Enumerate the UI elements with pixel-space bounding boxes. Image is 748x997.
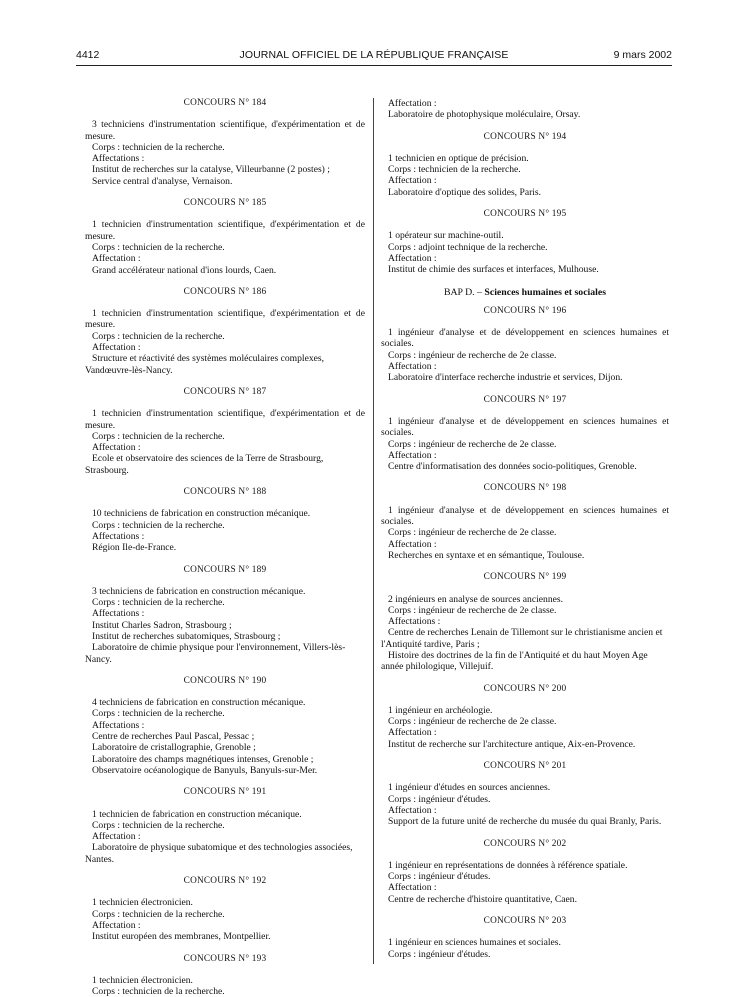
bap-title: Sciences humaines et sociales (484, 286, 607, 298)
concours-line: Corps : technicien de la recherche. (92, 141, 225, 153)
concours-line: Laboratoire de cristallographie, Grenoble ; (92, 742, 256, 754)
concours-block (85, 487, 365, 564)
concours-title: CONCOURS N° 191 (183, 787, 267, 798)
block-spacer (381, 905, 669, 916)
concours-title: CONCOURS N° 203 (483, 916, 567, 927)
concours-title: CONCOURS N° 199 (483, 572, 567, 583)
concours-title: CONCOURS N° 184 (183, 98, 267, 108)
concours-title: CONCOURS N° 196 (483, 305, 567, 316)
block-spacer (85, 476, 365, 487)
concours-line: Affectations : (92, 608, 145, 620)
page-header (0, 49, 748, 65)
concours-intro: 1 ingénieur d'analyse et de développement en sciences humaines et sociales. (381, 327, 669, 350)
concours-line: Corps : technicien de la recherche. (92, 519, 225, 531)
bap-prefix: BAP D. – (443, 286, 482, 298)
concours-line: Structure et réactivité des systèmes moléculaires complexes, Vandœuvre-lès-Nancy. (85, 353, 325, 376)
concours-title: CONCOURS N° 198 (483, 483, 567, 494)
concours-line: Affectations : (92, 719, 145, 731)
concours-line: Affectation : (388, 175, 437, 187)
block-spacer (85, 276, 365, 287)
concours-line: Affectations : (92, 530, 145, 542)
concours-line: Affectation : (92, 253, 141, 265)
block-spacer (85, 376, 365, 387)
concours-line: Corps : technicien de la recherche. (92, 708, 225, 720)
concours-line: Corps : technicien de la recherche. (92, 819, 225, 831)
concours-block (381, 761, 669, 838)
block-spacer (381, 384, 669, 395)
concours-line: Institut européen des membranes, Montpellier. (92, 931, 271, 943)
block-spacer (85, 776, 365, 787)
blocks-after-bap (381, 306, 669, 960)
block-spacer (381, 198, 669, 209)
column-divider (373, 98, 374, 964)
concours-line: Support de la future unité de recherche du musée du quai Branly, Paris. (388, 816, 662, 828)
concours-line: Institut de chimie des surfaces et interfaces, Mulhouse. (388, 264, 599, 276)
page-number: 4412 (76, 49, 100, 61)
concours-block (381, 132, 669, 209)
concours-title: CONCOURS N° 190 (183, 675, 267, 686)
concours-line: Laboratoire d'optique des solides, Paris. (388, 186, 542, 198)
block-spacer (381, 472, 669, 483)
concours-intro: 1 technicien électronicien. (92, 897, 193, 909)
concours-line: Affectation : (388, 361, 437, 373)
block-spacer (381, 276, 669, 287)
concours-block (381, 684, 669, 761)
concours-intro: 1 technicien de fabrication en construction mécanique. (92, 808, 302, 820)
concours-block (85, 676, 365, 787)
bap-heading (381, 287, 669, 298)
concours-block (381, 572, 669, 683)
concours-line: Affectation : (92, 442, 141, 454)
concours-line: Institut de recherches sur la catalyse, Villeurbanne (2 postes) ; (92, 164, 330, 176)
concours-line: Corps : ingénieur d'études. (388, 793, 491, 805)
concours-line: Corps : ingénieur d'études. (388, 948, 491, 960)
concours-block (381, 483, 669, 572)
concours-line: Laboratoire de physique subatomique et des technologies associées, Nantes. (85, 842, 353, 865)
concours-line: Centre d'informatisation des données socio-politiques, Grenoble. (388, 461, 637, 473)
concours-intro: 3 techniciens d'instrumentation scientifique, d'expérimentation et de mesure. (85, 119, 365, 142)
concours-line: Affectation : (388, 252, 437, 264)
block-spacer (85, 554, 365, 565)
concours-title: CONCOURS N° 194 (483, 131, 567, 142)
block-spacer (381, 561, 669, 572)
concours-line: Institut de recherches subatomiques, Strasbourg ; (92, 630, 281, 642)
concours-line: Affectation : (92, 831, 141, 843)
concours-intro: 4 techniciens de fabrication en construction mécanique. (92, 697, 306, 709)
concours-intro: 1 ingénieur d'études en sources anciennes. (388, 782, 551, 794)
concours-line: Corps : ingénieur de recherche de 2e classe. (388, 438, 557, 450)
concours-intro: 1 opérateur sur machine-outil. (388, 230, 504, 242)
continuation-line: Affectation : (388, 98, 437, 109)
concours-intro: 1 technicien électronicien. (92, 974, 193, 986)
concours-title: CONCOURS N° 201 (483, 761, 567, 772)
block-spacer (381, 828, 669, 839)
header-rule (76, 65, 672, 66)
continuation-block (381, 98, 669, 132)
concours-block (85, 98, 365, 198)
concours-line: Corps : technicien de la recherche. (92, 330, 225, 342)
concours-block (381, 916, 669, 960)
concours-line: Centre de recherches Lenain de Tillemont sur le christianisme ancien et l'Antiquité tardive, Paris ; (381, 627, 663, 650)
concours-title: CONCOURS N° 185 (183, 198, 267, 209)
concours-line: Corps : adjoint technique de la recherche. (388, 241, 548, 253)
concours-title: CONCOURS N° 187 (183, 386, 267, 397)
concours-intro: 2 ingénieurs en analyse de sources anciennes. (388, 593, 564, 605)
concours-line: Corps : technicien de la recherche. (388, 164, 521, 176)
concours-line: Corps : technicien de la recherche. (92, 597, 225, 609)
concours-block (85, 954, 365, 997)
concours-line: Corps : ingénieur d'études. (388, 871, 491, 883)
block-spacer (85, 187, 365, 198)
concours-line: Institut Charles Sadron, Strasbourg ; (92, 619, 232, 631)
concours-intro: 1 technicien d'instrumentation scientifique, d'expérimentation et de mesure. (85, 308, 365, 331)
concours-line: Corps : technicien de la recherche. (92, 908, 225, 920)
concours-line: Corps : technicien de la recherche. (92, 241, 225, 253)
concours-line: Corps : ingénieur de recherche de 2e classe. (388, 349, 557, 361)
concours-block (381, 306, 669, 395)
left-column (85, 98, 365, 997)
block-spacer (85, 665, 365, 676)
concours-line: Affectation : (92, 342, 141, 354)
concours-intro: 1 technicien en optique de précision. (388, 152, 529, 164)
journal-title: JOURNAL OFFICIEL DE LA RÉPUBLIQUE FRANÇAISE (239, 49, 509, 61)
concours-intro: 1 ingénieur en sciences humaines et sociales. (388, 937, 561, 949)
concours-block (85, 287, 365, 387)
concours-intro: 3 techniciens de fabrication en construction mécanique. (92, 585, 306, 597)
concours-intro: 1 technicien d'instrumentation scientifique, d'expérimentation et de mesure. (85, 408, 365, 431)
concours-intro: 1 technicien d'instrumentation scientifique, d'expérimentation et de mesure. (85, 219, 365, 242)
block-spacer (85, 865, 365, 876)
block-spacer (381, 121, 669, 132)
blocks-before-bap (381, 132, 669, 287)
concours-block (85, 387, 365, 487)
concours-line: Affectation : (388, 882, 437, 894)
concours-line: Laboratoire de chimie physique pour l'environnement, Villers-lès-Nancy. (85, 642, 346, 665)
concours-line: Histoire des doctrines de la fin de l'Antiquité et du haut Moyen Age année philologique, Villejuif. (381, 649, 648, 673)
concours-line: Affectations : (92, 153, 145, 165)
concours-line: Ecole et observatoire des sciences de la Terre de Strasbourg, Strasbourg. (85, 453, 324, 476)
concours-line: Grand accélérateur national d'ions lourds, Caen. (92, 264, 277, 276)
concours-title: CONCOURS N° 197 (483, 394, 567, 405)
concours-title: CONCOURS N° 202 (483, 838, 567, 849)
concours-line: Affectation : (388, 727, 437, 739)
concours-intro: 1 ingénieur d'analyse et de développement en sciences humaines et sociales. (381, 504, 669, 528)
concours-intro: 1 ingénieur d'analyse et de développement en sciences humaines et sociales. (381, 415, 669, 439)
concours-title: CONCOURS N° 188 (183, 487, 267, 498)
concours-line: Institut de recherche sur l'architecture antique, Aix-en-Provence. (388, 738, 636, 750)
concours-block (85, 876, 365, 953)
block-spacer (381, 673, 669, 684)
block-spacer (85, 943, 365, 954)
concours-title: CONCOURS N° 189 (183, 564, 267, 575)
concours-line: Affectation : (388, 804, 437, 816)
concours-intro: 10 techniciens de fabrication en construction mécanique. (92, 508, 311, 520)
concours-title: CONCOURS N° 200 (483, 683, 567, 694)
right-column (381, 98, 669, 960)
concours-block (85, 787, 365, 876)
concours-line: Recherches en syntaxe et en sémantique, Toulouse. (388, 549, 585, 561)
concours-line: Corps : ingénieur de recherche de 2e classe. (388, 716, 557, 728)
concours-title: CONCOURS N° 195 (483, 209, 567, 220)
concours-line: Affectations : (388, 616, 441, 628)
concours-line: Corps : ingénieur de recherche de 2e classe. (388, 604, 557, 616)
concours-block (381, 395, 669, 484)
concours-line: Affectation : (388, 538, 437, 550)
concours-line: Observatoire océanologique de Banyuls, Banyuls-sur-Mer. (92, 764, 318, 776)
concours-line: Région Ile-de-France. (92, 542, 177, 554)
concours-block (381, 839, 669, 916)
concours-line: Laboratoire d'interface recherche industrie et services, Dijon. (388, 372, 623, 384)
issue-date: 9 mars 2002 (613, 49, 672, 61)
concours-line: Corps : ingénieur de recherche de 2e classe. (388, 527, 557, 539)
concours-title: CONCOURS N° 193 (183, 953, 267, 964)
concours-line: Centre de recherche d'histoire quantitative, Caen. (388, 893, 577, 905)
concours-line: Affectation : (388, 449, 437, 461)
concours-line: Centre de recherches Paul Pascal, Pessac ; (92, 731, 255, 743)
concours-line: Affectation : (92, 919, 141, 931)
concours-line: Corps : technicien de la recherche. (92, 430, 225, 442)
concours-title: CONCOURS N° 192 (183, 876, 267, 887)
block-spacer (381, 750, 669, 761)
concours-title: CONCOURS N° 186 (183, 286, 267, 297)
concours-intro: 1 ingénieur en archéologie. (388, 704, 493, 716)
concours-line: Laboratoire des champs magnétiques intenses, Grenoble ; (92, 753, 314, 765)
concours-line: Service central d'analyse, Vernaison. (92, 175, 233, 187)
concours-intro: 1 ingénieur en représentations de données à référence spatiale. (388, 859, 628, 871)
concours-block (85, 198, 365, 287)
concours-block (85, 565, 365, 676)
concours-line: Corps : technicien de la recherche. (92, 986, 225, 997)
continuation-line: Laboratoire de photophysique moléculaire, Orsay. (388, 109, 581, 121)
concours-block (381, 209, 669, 275)
